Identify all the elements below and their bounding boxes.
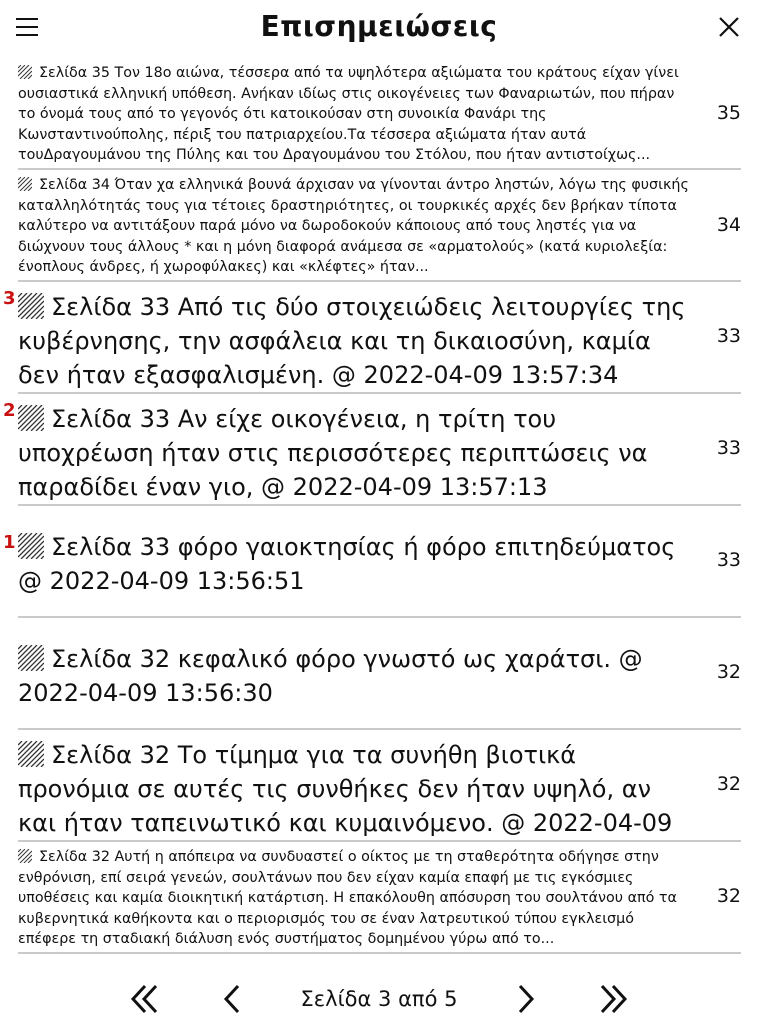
annotation-order-marker: 1 bbox=[3, 532, 16, 553]
close-icon[interactable] bbox=[716, 14, 742, 40]
pagination-bar bbox=[0, 970, 758, 1024]
annotation-page-number: 34 bbox=[716, 214, 741, 236]
highlight-hatch-icon bbox=[18, 177, 32, 191]
annotation-order-marker: 3 bbox=[3, 288, 16, 309]
highlight-hatch-icon bbox=[18, 293, 44, 319]
highlight-hatch-icon bbox=[18, 741, 44, 767]
page-title: Επισημειώσεις bbox=[260, 10, 498, 43]
annotation-page-number: 33 bbox=[716, 437, 741, 459]
annotation-item[interactable] bbox=[18, 730, 741, 842]
annotation-item[interactable] bbox=[18, 170, 741, 282]
annotation-page-number: 32 bbox=[716, 661, 741, 683]
annotation-text: Σελίδα 33 Αν είχε οικογένεια, η τρίτη του υποχρέωση ήταν στις περισσότερες περιπτώσεις να παραδίδει έναν γιο, @ 2022-04-09 13:57:13 bbox=[18, 405, 648, 501]
annotation-text: Σελίδα 32 κεφαλικό φόρο γνωστό ως χαράτσι. @ 2022-04-09 13:56:30 bbox=[18, 645, 643, 707]
highlight-hatch-icon bbox=[18, 405, 44, 431]
annotation-item[interactable] bbox=[18, 842, 741, 954]
annotation-item[interactable] bbox=[18, 618, 741, 730]
highlight-hatch-icon bbox=[18, 645, 44, 671]
highlight-hatch-icon bbox=[18, 65, 32, 79]
annotation-text: Σελίδα 32 Το τίμημα για τα συνήθη βιοτικά προνόμια σε αυτές τις συνθήκες δεν ήταν υψηλό, αν και ήταν ταπεινωτικό και κυμαινόμενο. @ 2022-04-09 bbox=[18, 741, 673, 837]
double-chevron-right-icon[interactable] bbox=[596, 982, 630, 1016]
annotation-order-marker: 2 bbox=[3, 400, 16, 421]
annotation-list bbox=[3, 58, 741, 954]
annotation-item[interactable] bbox=[3, 282, 741, 394]
annotation-text: Σελίδα 35 Τον 18ο αιώνα, τέσσερα από τα υψηλότερα αξιώματα του κράτους είχαν γίνει ουσιαστικά ελληνική υπόθεση. Ανήκαν ιδίως στις οικογένειες των Φαναριωτών, που πήραν το όνομά τους από το γεγονός ότι κατοικούσαν στη συνοικία Φανάρι της Κωνσταντινούπολης, πέριξ του πατριαρχείου.Τα τέσσερα αξιώματα ήταν αυτά τουΔραγουμάνου της Πύλης και του Δραγουμάνου του Στόλου, που ήταν αντιστοίχως... bbox=[18, 65, 679, 163]
page-indicator: Σελίδα 3 από 5 bbox=[300, 987, 458, 1011]
highlight-hatch-icon bbox=[18, 849, 32, 863]
header-bar bbox=[0, 0, 758, 58]
annotation-text: Σελίδα 33 Από τις δύο στοιχειώδεις λειτουργίες της κυβέρνησης, την ασφάλεια και τη δικαιοσύνη, καμία δεν ήταν εξασφαλισμένη. @ 2022-04-09 13:57:34 bbox=[18, 293, 686, 389]
annotation-item[interactable] bbox=[18, 58, 741, 170]
annotation-item[interactable] bbox=[3, 394, 741, 506]
annotation-text: Σελίδα 34 Όταν χα ελληνικά βουνά άρχισαν να γίνονται άντρο ληστών, λόγω της φυσικής καταλληλότητάς τους για τέτοιες δραστηριότητες, οι τουρκικές αρχές δεν βρήκαν τίποτα καλύτερο να αντιτάξουν παρά μόνο να δωροδοκούν κάποιους από τους ληστές για να διώχνουν τους άλλους * και η μόνη διαφορά ανάμεσα σε «αρματολούς» (κατά κυριολεξία: ένοπλους άνδρες, ή χωροφύλακες) και «κλέφτες» ήταν... bbox=[18, 177, 689, 275]
annotation-page-number: 32 bbox=[716, 773, 741, 795]
annotation-text: Σελίδα 32 Αυτή η απόπειρα να συνδυαστεί ο οίκτος με τη σταθερότητα οδήγησε στην ενθρόνιση, επί σειρά γενεών, σουλτάνων που δεν είχαν καμία επαφή με τις εγκόσμιες υποθέσεις και καμία διοικητική κατάρτιση. Η επακόλουθη απόσυρση του σουλτάνου από τα κυβερνητικά καθήκοντα και ο περιορισμός του σε έναν λατρευτικού τύπου εγκλεισμό επέφερε τη σταδιακή διάλυση ενός συστήματος δομημένου γύρω από το... bbox=[18, 849, 677, 947]
annotation-text: Σελίδα 33 φόρο γαιοκτησίας ή φόρο επιτηδεύματος @ 2022-04-09 13:56:51 bbox=[18, 533, 676, 595]
annotation-page-number: 33 bbox=[716, 325, 741, 347]
chevron-right-icon[interactable] bbox=[512, 982, 538, 1016]
annotation-page-number: 32 bbox=[716, 885, 741, 907]
highlight-hatch-icon bbox=[18, 533, 44, 559]
annotation-page-number: 33 bbox=[716, 549, 741, 571]
annotation-page-number: 35 bbox=[716, 102, 741, 124]
annotation-item[interactable] bbox=[3, 506, 741, 618]
